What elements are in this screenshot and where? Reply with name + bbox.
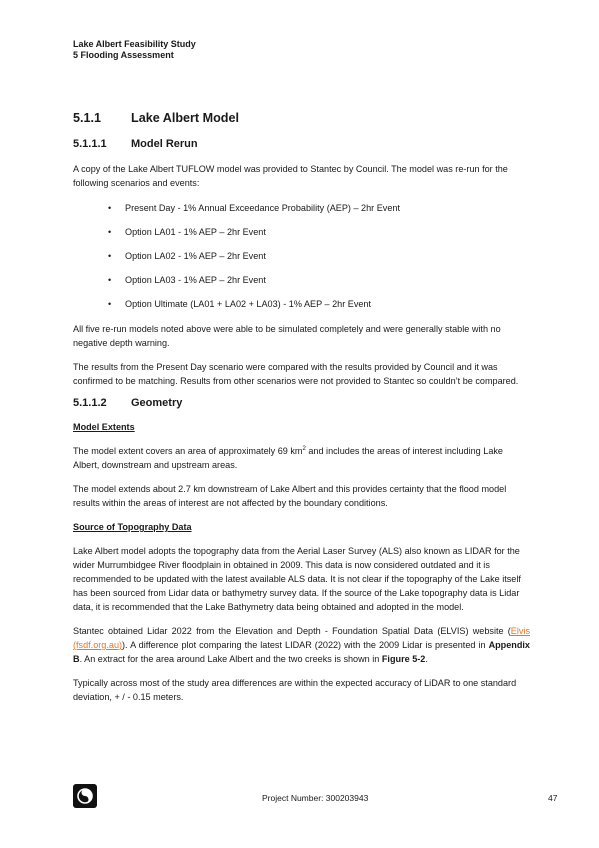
page-header [73, 39, 196, 61]
page-content [73, 110, 530, 704]
stantec-logo-icon [73, 784, 97, 808]
model-extents-paragraph-1 [73, 444, 530, 472]
text-run: . An extract for the area around Lake Albert and the two creeks is shown in [79, 654, 382, 664]
section-title: Lake Albert Model [131, 111, 239, 125]
text-run: and includes the areas of interest including Lake Albert, downstream and upstream areas. [73, 446, 503, 470]
rerun-stable-paragraph: All five re-run models noted above were able to be simulated completely and were generally stable with no negative depth warning. [73, 324, 501, 348]
section-heading-5-1-1-2 [73, 396, 530, 410]
list-item: • Option LA03 - 1% AEP – 2hr Event [73, 274, 530, 286]
rerun-results-paragraph: The results from the Present Day scenario were compared with the results provided by Council and it was confirmed to be matching. Results from other scenarios were not provided to Stantec so couldn’t be compared. [73, 362, 519, 386]
text-run: Stantec obtained Lidar 2022 from the Elevation and Depth - Foundation Spatial Data (ELVIS) website ( [73, 626, 511, 636]
list-item: • Present Day - 1% Annual Exceedance Probability (AEP) – 2hr Event [73, 202, 530, 214]
section-heading-5-1-1 [73, 110, 530, 126]
list-item: • Option LA02 - 1% AEP – 2hr Event [73, 250, 530, 262]
rerun-intro-paragraph: A copy of the Lake Albert TUFLOW model was provided to Stantec by Council. The model was re-run for the following scenarios and events: [73, 164, 508, 188]
section-title: Model Rerun [131, 138, 198, 150]
project-number: Project Number: 300203943 [262, 793, 369, 803]
model-extents-heading: Model Extents [73, 422, 135, 432]
topography-paragraph-2 [73, 624, 530, 666]
section-number: 5.1.1 [73, 111, 102, 125]
section-number: 5.1.1.1 [73, 138, 107, 150]
section-number: 5.1.1.2 [73, 397, 107, 409]
header-subtitle: 5 Flooding Assessment [73, 50, 174, 60]
figure-reference: Figure 5-2 [381, 654, 426, 664]
text-run: ). A difference plot comparing the latest LIDAR (2022) with the 2009 Lidar is presented in [122, 640, 489, 650]
elvis-link[interactable]: Elvis (fsdf.org.au) [73, 626, 530, 650]
list-item: • Option LA01 - 1% AEP – 2hr Event [73, 226, 530, 238]
section-title: Geometry [131, 397, 183, 409]
topography-heading: Source of Topography Data [73, 522, 192, 532]
header-title: Lake Albert Feasibility Study [73, 39, 196, 49]
scenario-list [73, 202, 530, 310]
section-heading-5-1-1-1 [73, 137, 530, 151]
topography-paragraph-1: Lake Albert model adopts the topography data from the Aerial Laser Survey (ALS) also known as LIDAR for the wider Murrumbidgee River floodplain in obtained in 2009. This data is now considered outdated and it is recommended to be updated with the latest available ALS data. It is not clear if the topography of the Lake itself has been sourced from Lidar data or bathymetry survey data. If the source of the Lake topography data is Lidar data, it is recommended that the Lake Bathymetry data being obtained and adopted in the model. [73, 546, 521, 612]
topography-paragraph-3: Typically across most of the study area differences are within the expected accuracy of LiDAR to one standard deviation, + / - 0.15 meters. [73, 678, 517, 702]
superscript: 2 [302, 445, 306, 452]
list-item: • Option Ultimate (LA01 + LA02 + LA03) - 1% AEP – 2hr Event [73, 298, 530, 310]
page-number: 47 [548, 793, 558, 803]
text-run: The model extent covers an area of approximately 69 km [73, 446, 303, 456]
appendix-reference: Appendix B [73, 640, 530, 664]
text-run: . [425, 654, 428, 664]
model-extents-paragraph-2: The model extends about 2.7 km downstream of Lake Albert and this provides certainty that the flood model results within the areas of interest are not affected by the boundary conditions. [73, 484, 507, 508]
